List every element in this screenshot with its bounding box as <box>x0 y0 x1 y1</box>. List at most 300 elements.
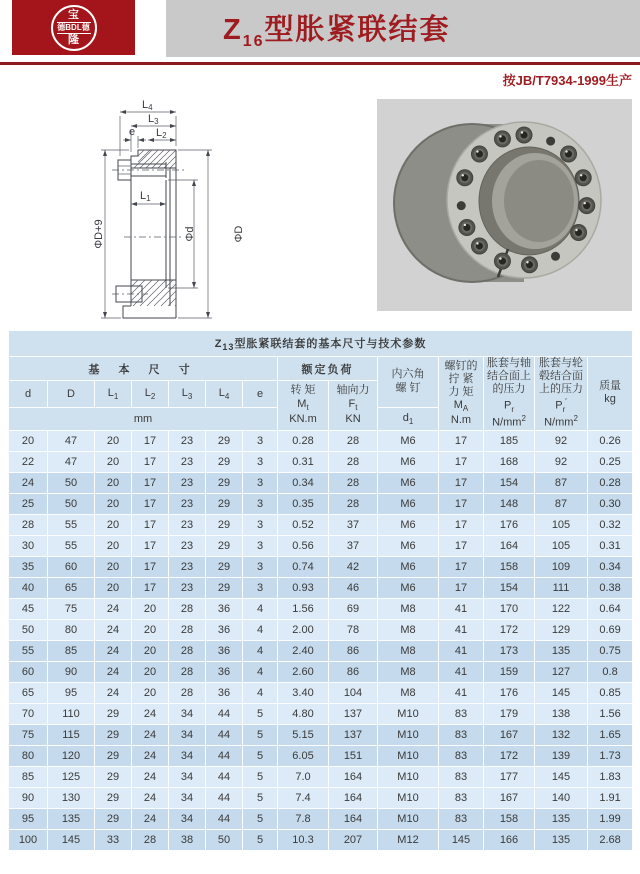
table-title <box>9 331 633 357</box>
table-cell: 28 <box>329 430 378 451</box>
table-row <box>9 451 633 472</box>
table-cell: 0.93 <box>278 577 329 598</box>
table-cell: 100 <box>9 829 48 850</box>
table-cell: 20 <box>95 493 132 514</box>
table-cell: 0.34 <box>588 556 633 577</box>
table-cell: 17 <box>439 514 484 535</box>
table-cell: 172 <box>484 745 535 766</box>
socket-screw <box>561 146 577 162</box>
table-cell: 20 <box>95 451 132 472</box>
table-row <box>9 829 633 850</box>
table-title-subscript: 13 <box>222 342 235 353</box>
table-cell: 2.68 <box>588 829 633 850</box>
table-cell: 135 <box>48 808 95 829</box>
table-cell: 3 <box>243 535 278 556</box>
table-cell: 7.4 <box>278 787 329 808</box>
table-cell: 3 <box>243 493 278 514</box>
table-cell: 83 <box>439 703 484 724</box>
socket-screw <box>471 238 487 254</box>
table-cell: 86 <box>329 661 378 682</box>
table-cell: 145 <box>535 766 588 787</box>
table-cell: 41 <box>439 661 484 682</box>
table-cell: 28 <box>169 682 206 703</box>
col-header-d1: $d_1$ <box>378 408 439 430</box>
table-cell: 17 <box>439 493 484 514</box>
table-cell: 17 <box>439 556 484 577</box>
table-cell: M8 <box>378 682 439 703</box>
table-cell: 0.75 <box>588 640 633 661</box>
table-cell: 164 <box>329 787 378 808</box>
table-cell: M6 <box>378 556 439 577</box>
table-cell: 36 <box>206 619 243 640</box>
table-cell: 83 <box>439 745 484 766</box>
table-cell: 25 <box>9 493 48 514</box>
table-cell: 24 <box>95 619 132 640</box>
table-cell: 41 <box>439 598 484 619</box>
table-cell: 44 <box>206 766 243 787</box>
table-cell: 132 <box>535 724 588 745</box>
table-cell: 90 <box>9 787 48 808</box>
socket-screw <box>516 127 532 143</box>
table-cell: 7.0 <box>278 766 329 787</box>
table-cell: 47 <box>48 451 95 472</box>
table-cell: 5 <box>243 787 278 808</box>
table-cell: 28 <box>169 619 206 640</box>
table-cell: 0.35 <box>278 493 329 514</box>
dim-phid9-label: ΦD+9 <box>93 219 105 249</box>
dim-e-label: e <box>129 126 136 138</box>
table-cell: 28 <box>329 451 378 472</box>
table-cell: 3.40 <box>278 682 329 703</box>
table-cell: 60 <box>9 661 48 682</box>
table-row <box>9 472 633 493</box>
table-cell: 40 <box>9 577 48 598</box>
table-cell: 0.64 <box>588 598 633 619</box>
table-row <box>9 430 633 451</box>
col-header-d: d <box>9 381 48 408</box>
table-cell: 1.73 <box>588 745 633 766</box>
section-drawing <box>28 92 320 328</box>
table-cell: 20 <box>132 682 169 703</box>
table-cell: 80 <box>48 619 95 640</box>
table-cell: 3 <box>243 556 278 577</box>
table-row <box>9 577 633 598</box>
header-divider <box>0 62 640 65</box>
table-cell: 65 <box>48 577 95 598</box>
table-cell: 0.31 <box>588 535 633 556</box>
table-cell: 20 <box>95 514 132 535</box>
table-cell: 0.26 <box>588 430 633 451</box>
table-cell: 29 <box>206 472 243 493</box>
table-title-suffix: 型胀紧联结套的基本尺寸与技术参数 <box>234 337 427 350</box>
table-cell: 41 <box>439 682 484 703</box>
table-cell: 0.30 <box>588 493 633 514</box>
title-suffix: 型胀紧联结套 <box>264 13 451 46</box>
table-cell: 17 <box>439 472 484 493</box>
table-cell: 80 <box>9 745 48 766</box>
table-cell: 138 <box>535 703 588 724</box>
emblem-top-text: 宝 <box>68 8 79 21</box>
table-cell: 37 <box>329 514 378 535</box>
table-row <box>9 766 633 787</box>
table-cell: 4 <box>243 598 278 619</box>
table-cell: 50 <box>48 493 95 514</box>
dim-l4-label: L4 <box>142 99 153 112</box>
table-cell: 23 <box>169 556 206 577</box>
table-cell: 34 <box>169 724 206 745</box>
table-cell: 75 <box>48 598 95 619</box>
table-cell: 5 <box>243 703 278 724</box>
table-row <box>9 493 633 514</box>
table-cell: 87 <box>535 472 588 493</box>
table-cell: 17 <box>132 577 169 598</box>
dim-l1-label: L1 <box>140 190 151 203</box>
table-cell: 83 <box>439 724 484 745</box>
table-cell: 1.91 <box>588 787 633 808</box>
table-title-prefix: Z <box>214 337 223 350</box>
table-cell: M6 <box>378 535 439 556</box>
table-cell: 17 <box>132 472 169 493</box>
table-cell: 24 <box>95 598 132 619</box>
table-cell: 20 <box>95 556 132 577</box>
col-header-tightening-torque: 螺钉的 拧 紧 力 矩 $M_A$ N.m <box>439 357 484 431</box>
socket-screw <box>494 131 510 147</box>
table-cell: 24 <box>132 787 169 808</box>
table-cell: 69 <box>329 598 378 619</box>
table-cell: 17 <box>132 535 169 556</box>
table-cell: 29 <box>95 703 132 724</box>
unit-mm: mm <box>9 408 278 430</box>
table-cell: 0.25 <box>588 451 633 472</box>
group-header-basic-dimensions: 基 本 尺 寸 <box>9 357 278 381</box>
table-cell: 176 <box>484 514 535 535</box>
col-header-axial-force: 轴向力 $F_t$ KN <box>329 381 378 431</box>
table-cell: 135 <box>535 640 588 661</box>
table-row <box>9 808 633 829</box>
table-cell: 28 <box>169 598 206 619</box>
table-cell: 0.74 <box>278 556 329 577</box>
table-cell: 154 <box>484 472 535 493</box>
emblem-mid-text: 德BDL德 <box>57 22 90 32</box>
table-cell: 148 <box>484 493 535 514</box>
table-cell: 36 <box>206 598 243 619</box>
table-cell: 29 <box>95 787 132 808</box>
table-cell: 120 <box>48 745 95 766</box>
table-cell: 125 <box>48 766 95 787</box>
table-cell: 50 <box>9 619 48 640</box>
col-header-hex-screw: 内六角 螺 钉 <box>378 357 439 408</box>
table-cell: 38 <box>169 829 206 850</box>
table-cell: 0.56 <box>278 535 329 556</box>
table-cell: 164 <box>484 535 535 556</box>
table-cell: 17 <box>439 577 484 598</box>
table-row <box>9 598 633 619</box>
table-row <box>9 787 633 808</box>
dim-phiD-label: ΦD <box>233 225 245 243</box>
table-cell: 28 <box>169 661 206 682</box>
table-cell: 167 <box>484 787 535 808</box>
table-cell: 50 <box>48 472 95 493</box>
table-cell: 95 <box>9 808 48 829</box>
table-cell: 168 <box>484 451 535 472</box>
col-header-shaft-pressure: 胀套与轴 结合面上 的压力 $P_r$ $N/mm^2$ <box>484 357 535 431</box>
col-header-D: D <box>48 381 95 408</box>
brand-logo <box>12 0 135 55</box>
table-cell: 35 <box>9 556 48 577</box>
table-cell: 158 <box>484 556 535 577</box>
table-cell: 17 <box>132 514 169 535</box>
table-cell: 4 <box>243 640 278 661</box>
table-cell: M10 <box>378 808 439 829</box>
table-cell: M10 <box>378 703 439 724</box>
table-cell: M8 <box>378 598 439 619</box>
table-cell: 145 <box>439 829 484 850</box>
table-cell: 17 <box>132 430 169 451</box>
table-cell: 145 <box>48 829 95 850</box>
table-cell: 0.31 <box>278 451 329 472</box>
table-cell: 24 <box>9 472 48 493</box>
table-cell: 50 <box>206 829 243 850</box>
table-cell: 47 <box>48 430 95 451</box>
table-cell: 20 <box>132 619 169 640</box>
table-cell: 95 <box>48 682 95 703</box>
table-cell: 0.32 <box>588 514 633 535</box>
col-header-mass: 质量 kg <box>588 357 633 431</box>
table-cell: 33 <box>95 829 132 850</box>
table-cell: 29 <box>206 577 243 598</box>
table-cell: 176 <box>484 682 535 703</box>
table-cell: 105 <box>535 514 588 535</box>
table-cell: 23 <box>169 514 206 535</box>
table-cell: 3 <box>243 514 278 535</box>
table-cell: 0.8 <box>588 661 633 682</box>
table-cell: 0.28 <box>588 472 633 493</box>
table-cell: 159 <box>484 661 535 682</box>
table-cell: 4 <box>243 619 278 640</box>
dim-phid-label: Φd <box>184 226 196 242</box>
table-body <box>9 430 633 850</box>
plain-hole <box>546 137 555 146</box>
col-header-e: e <box>243 381 278 408</box>
table-cell: 17 <box>439 535 484 556</box>
socket-screw <box>571 225 587 241</box>
table-cell: 23 <box>169 430 206 451</box>
table-cell: 55 <box>9 640 48 661</box>
table-cell: 60 <box>48 556 95 577</box>
table-cell: 83 <box>439 766 484 787</box>
table-cell: 44 <box>206 787 243 808</box>
product-photo <box>377 99 632 311</box>
table-cell: 5.15 <box>278 724 329 745</box>
table-cell: 44 <box>206 703 243 724</box>
table-cell: 34 <box>169 787 206 808</box>
spec-table <box>8 330 633 851</box>
table-cell: 29 <box>206 535 243 556</box>
table-cell: 154 <box>484 577 535 598</box>
table-cell: 24 <box>95 661 132 682</box>
table-cell: 137 <box>329 724 378 745</box>
table-cell: 23 <box>169 493 206 514</box>
table-cell: 34 <box>169 808 206 829</box>
table-row <box>9 535 633 556</box>
table-cell: 5 <box>243 808 278 829</box>
table-cell: 1.56 <box>278 598 329 619</box>
table-cell: M6 <box>378 472 439 493</box>
table-cell: 29 <box>206 430 243 451</box>
table-cell: 3 <box>243 472 278 493</box>
table-cell: 185 <box>484 430 535 451</box>
socket-screw <box>521 257 537 273</box>
table-cell: 17 <box>132 493 169 514</box>
table-cell: 173 <box>484 640 535 661</box>
table-row <box>9 556 633 577</box>
table-row <box>9 745 633 766</box>
socket-screw <box>457 170 473 186</box>
table-cell: 24 <box>132 724 169 745</box>
table-cell: 1.65 <box>588 724 633 745</box>
table-cell: 22 <box>9 451 48 472</box>
table-cell: 20 <box>95 577 132 598</box>
dim-l3-label: L3 <box>148 113 159 126</box>
table-cell: M10 <box>378 724 439 745</box>
group-header-rated-load: 额定负荷 <box>278 357 378 381</box>
table-cell: 46 <box>329 577 378 598</box>
table-cell: 179 <box>484 703 535 724</box>
table-cell: 36 <box>206 682 243 703</box>
table-cell: 111 <box>535 577 588 598</box>
table-row <box>9 724 633 745</box>
table-cell: 164 <box>329 808 378 829</box>
table-cell: 5 <box>243 724 278 745</box>
table-cell: 2.40 <box>278 640 329 661</box>
table-cell: 17 <box>439 430 484 451</box>
table-row <box>9 703 633 724</box>
table-cell: 44 <box>206 745 243 766</box>
table-cell: 45 <box>9 598 48 619</box>
table-cell: M6 <box>378 577 439 598</box>
table-cell: 5 <box>243 745 278 766</box>
table-cell: 36 <box>206 661 243 682</box>
table-cell: 29 <box>95 808 132 829</box>
table-cell: 90 <box>48 661 95 682</box>
table-cell: 207 <box>329 829 378 850</box>
table-row <box>9 661 633 682</box>
table-cell: 24 <box>95 682 132 703</box>
table-cell: 104 <box>329 682 378 703</box>
table-cell: 7.8 <box>278 808 329 829</box>
table-cell: 44 <box>206 724 243 745</box>
table-row <box>9 514 633 535</box>
table-cell: 167 <box>484 724 535 745</box>
table-cell: 37 <box>329 535 378 556</box>
table-cell: 20 <box>95 535 132 556</box>
table-cell: 29 <box>95 745 132 766</box>
plain-hole <box>551 252 560 261</box>
table-cell: 10.3 <box>278 829 329 850</box>
table-cell: 42 <box>329 556 378 577</box>
table-row <box>9 640 633 661</box>
table-cell: 70 <box>9 703 48 724</box>
table-cell: 115 <box>48 724 95 745</box>
table-cell: 20 <box>132 640 169 661</box>
table-cell: 20 <box>132 661 169 682</box>
table-cell: 4 <box>243 661 278 682</box>
table-cell: 0.34 <box>278 472 329 493</box>
dim-l2-label: L2 <box>156 127 167 140</box>
table-cell: 17 <box>132 451 169 472</box>
table-cell: 2.60 <box>278 661 329 682</box>
col-header-L2: $L_2$ <box>132 381 169 408</box>
table-cell: 0.38 <box>588 577 633 598</box>
table-cell: 28 <box>329 493 378 514</box>
table-cell: 23 <box>169 535 206 556</box>
table-cell: 29 <box>206 451 243 472</box>
table-cell: 83 <box>439 808 484 829</box>
table-cell: 129 <box>535 619 588 640</box>
emblem-bottom-text: 隆 <box>68 33 79 46</box>
table-cell: 29 <box>95 766 132 787</box>
table-cell: 87 <box>535 493 588 514</box>
table-cell: 1.56 <box>588 703 633 724</box>
table-cell: 4 <box>243 682 278 703</box>
table-cell: 135 <box>535 808 588 829</box>
socket-screw <box>459 219 475 235</box>
table-cell: 110 <box>48 703 95 724</box>
table-cell: 20 <box>95 472 132 493</box>
socket-screw <box>494 253 510 269</box>
table-cell: 20 <box>95 430 132 451</box>
table-cell: 5 <box>243 829 278 850</box>
table-cell: M8 <box>378 640 439 661</box>
title-banner <box>166 0 640 57</box>
table-cell: 3 <box>243 451 278 472</box>
table-cell: 2.00 <box>278 619 329 640</box>
table-cell: 0.69 <box>588 619 633 640</box>
socket-screw <box>575 170 591 186</box>
table-cell: 55 <box>48 514 95 535</box>
table-cell: M6 <box>378 493 439 514</box>
table-cell: 4.80 <box>278 703 329 724</box>
table-cell: 20 <box>132 598 169 619</box>
table-cell: M12 <box>378 829 439 850</box>
col-header-torque: 转 矩 $M_t$ KN.m <box>278 381 329 431</box>
table-cell: 130 <box>48 787 95 808</box>
table-cell: 86 <box>329 640 378 661</box>
table-cell: 24 <box>132 703 169 724</box>
table-cell: 135 <box>535 829 588 850</box>
table-cell: 28 <box>9 514 48 535</box>
table-cell: 29 <box>206 514 243 535</box>
table-cell: 170 <box>484 598 535 619</box>
table-cell: 92 <box>535 430 588 451</box>
table-cell: M10 <box>378 766 439 787</box>
table-cell: 1.83 <box>588 766 633 787</box>
table-cell: 109 <box>535 556 588 577</box>
table-row <box>9 682 633 703</box>
page-title <box>166 7 451 51</box>
table-cell: 85 <box>48 640 95 661</box>
table-cell: 158 <box>484 808 535 829</box>
table-cell: 1.99 <box>588 808 633 829</box>
table-cell: 177 <box>484 766 535 787</box>
table-cell: 85 <box>9 766 48 787</box>
table-cell: 17 <box>132 556 169 577</box>
table-cell: 29 <box>206 556 243 577</box>
table-cell: 164 <box>329 766 378 787</box>
table-cell: M6 <box>378 514 439 535</box>
table-cell: 23 <box>169 577 206 598</box>
table-cell: 5 <box>243 766 278 787</box>
